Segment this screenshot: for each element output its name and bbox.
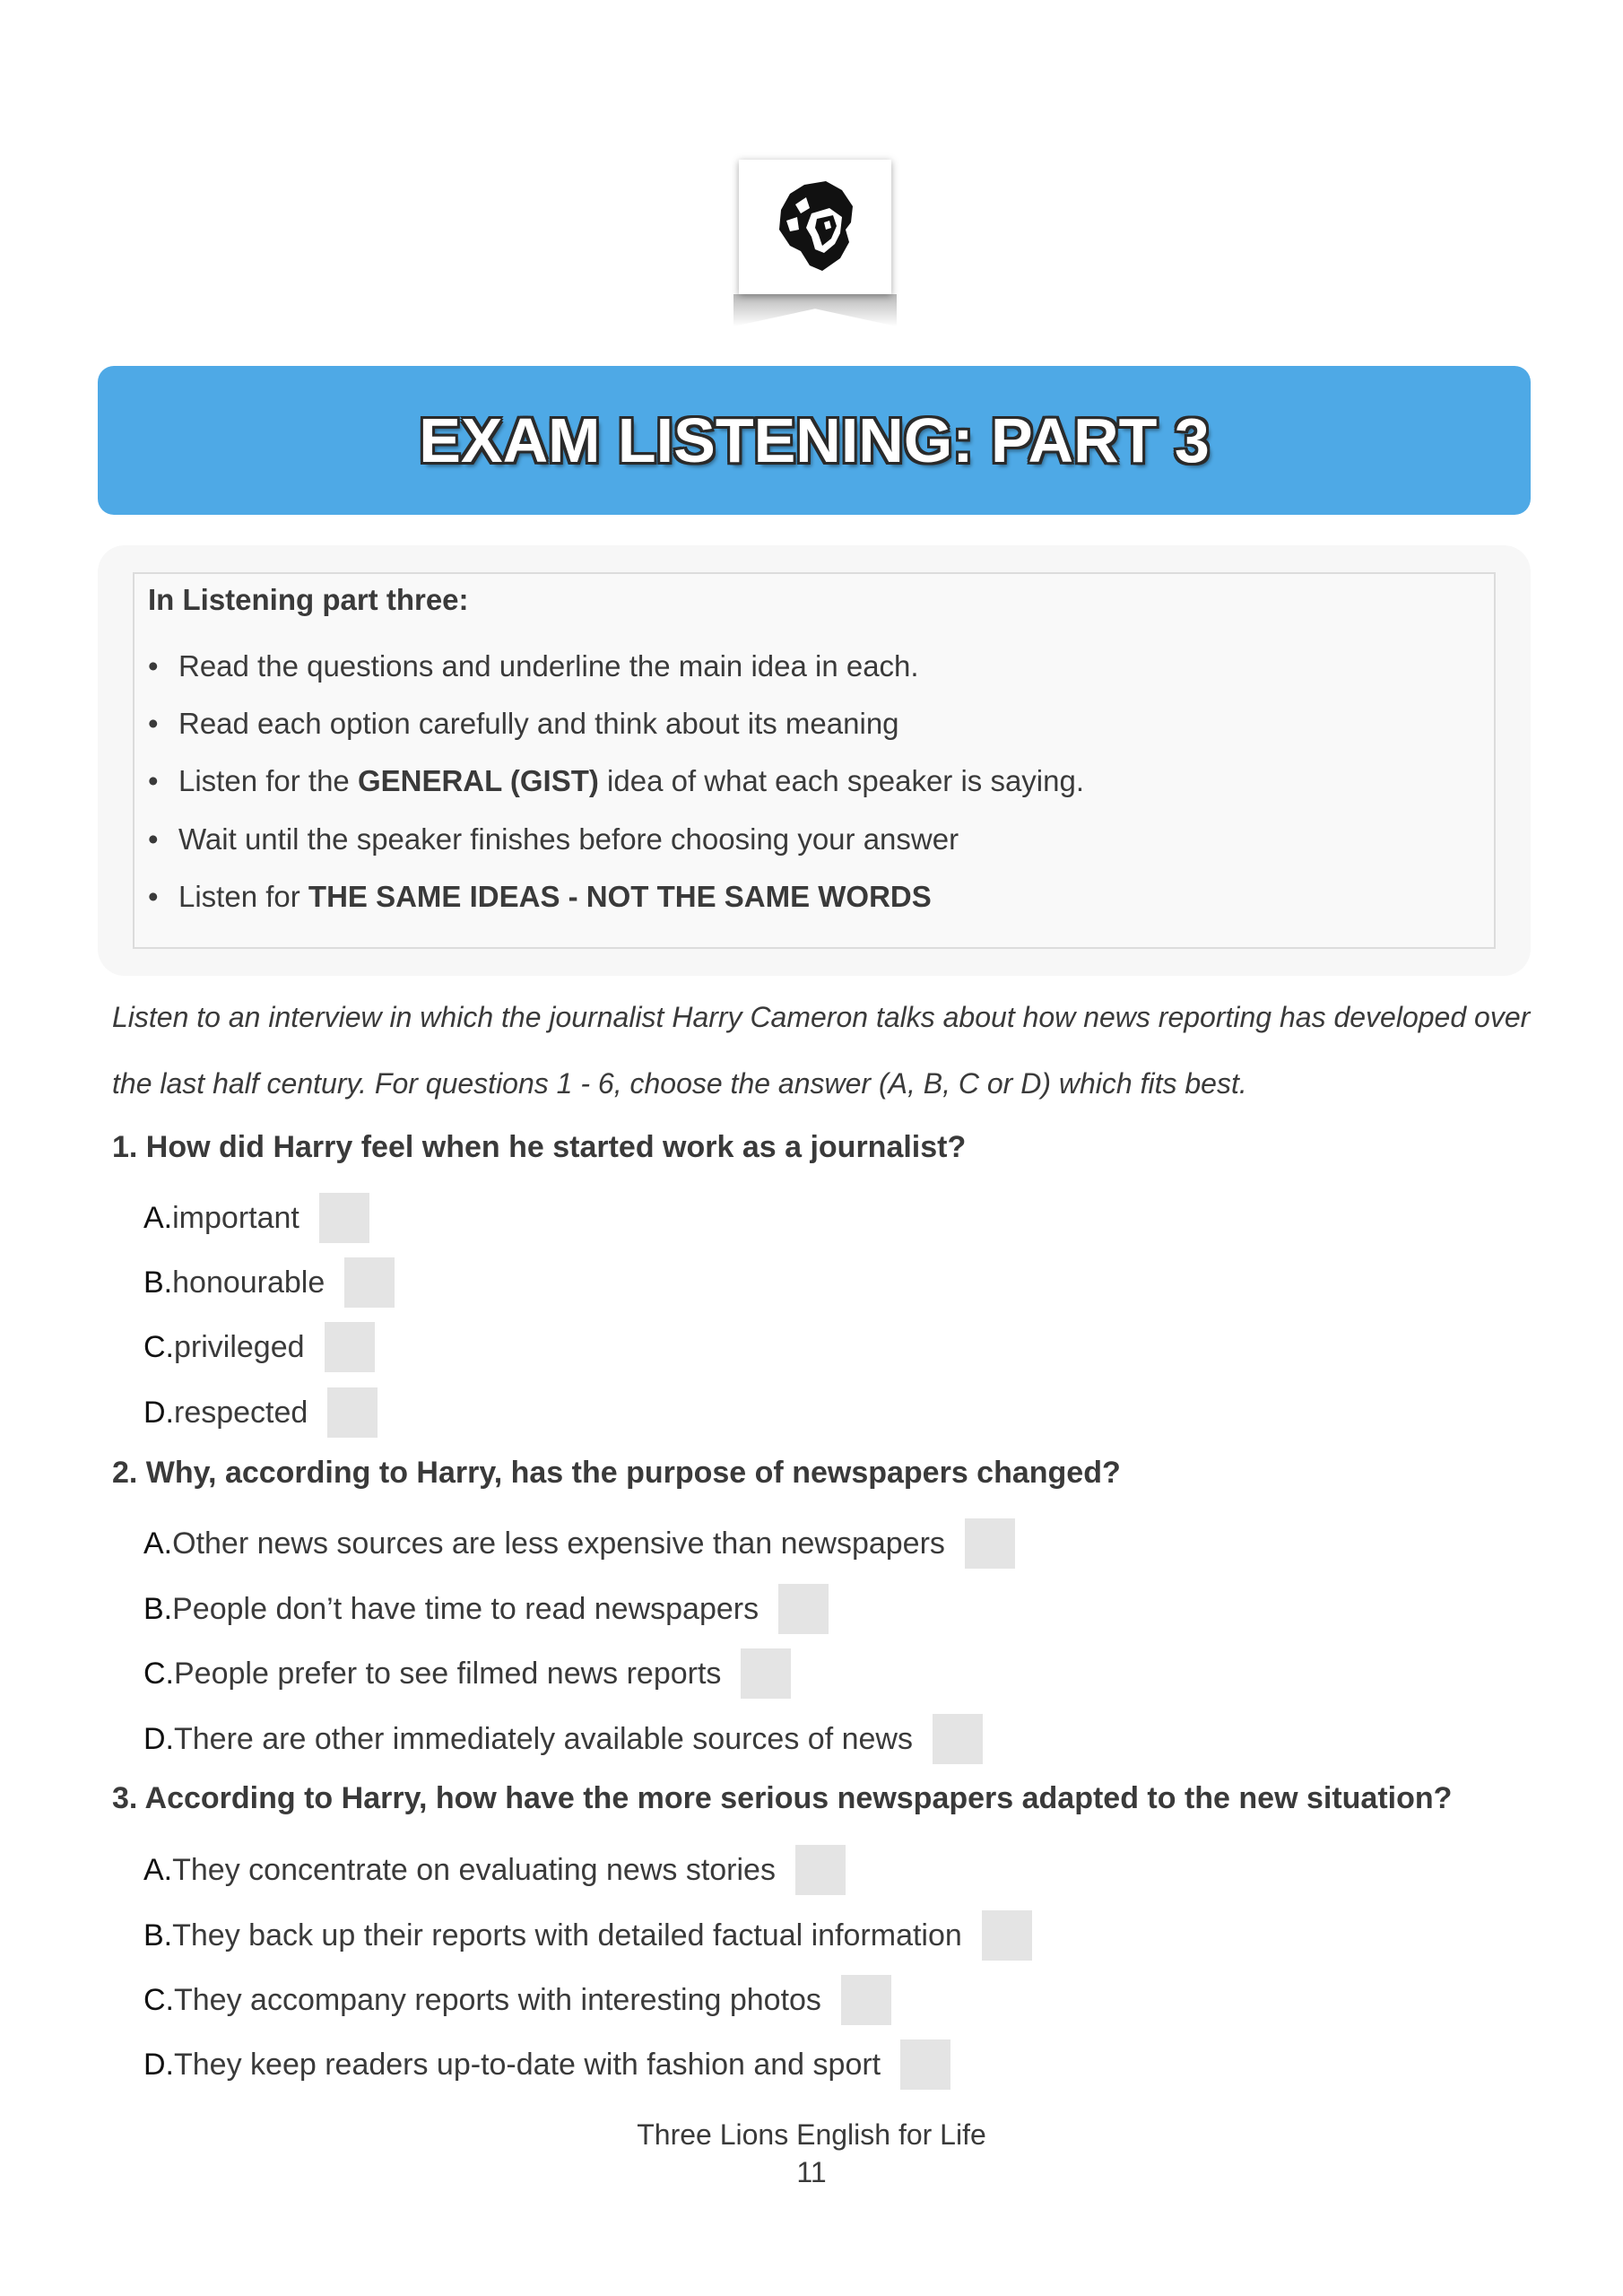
- option-1d: D. respected: [143, 1387, 378, 1438]
- bullet-icon: •: [148, 707, 159, 740]
- option-2c: C. People prefer to see filmed news reports: [143, 1648, 791, 1699]
- option-3a: A. They concentrate on evaluating news stories: [143, 1845, 846, 1895]
- option-1b: B. honourable: [143, 1257, 395, 1308]
- option-2a: A. Other news sources are less expensive than newspapers: [143, 1518, 1015, 1569]
- answer-box[interactable]: [982, 1910, 1032, 1961]
- page-title: EXAM LISTENING: PART 3: [419, 405, 1210, 475]
- answer-box[interactable]: [795, 1845, 846, 1895]
- answer-box[interactable]: [778, 1584, 829, 1634]
- question-2: 2. Why, according to Harry, has the purpose of newspapers changed?: [112, 1456, 1121, 1490]
- bullet-icon: •: [148, 764, 159, 797]
- bullet-icon: •: [148, 880, 159, 913]
- option-2d: D. There are other immediately available sources of news: [143, 1714, 983, 1764]
- answer-box[interactable]: [741, 1648, 791, 1699]
- answer-box[interactable]: [841, 1975, 891, 2025]
- question-1: 1. How did Harry feel when he started work as a journalist?: [112, 1130, 967, 1164]
- answer-box[interactable]: [327, 1387, 378, 1438]
- tip-item: • Wait until the speaker finishes before choosing your answer: [148, 822, 959, 856]
- option-1c: C. privileged: [143, 1322, 375, 1372]
- tip-item: • Read the questions and underline the main idea in each.: [148, 649, 919, 683]
- page-number: 11: [796, 2156, 827, 2188]
- bullet-icon: •: [148, 649, 159, 683]
- answer-box[interactable]: [965, 1518, 1015, 1569]
- bullet-icon: •: [148, 822, 159, 856]
- option-3d: D. They keep readers up-to-date with fashion and sport: [143, 2039, 950, 2090]
- option-1a: A. important: [143, 1193, 369, 1243]
- tips-heading: In Listening part three:: [148, 583, 469, 616]
- logo-badge: [733, 160, 897, 330]
- instructions-line-1: Listen to an interview in which the journalist Harry Cameron talks about how news reporting has developed over: [112, 1001, 1531, 1033]
- footer-brand: Three Lions English for Life: [637, 2118, 986, 2151]
- answer-box[interactable]: [344, 1257, 395, 1308]
- logo-card: [739, 160, 891, 294]
- title-banner: [98, 366, 1531, 515]
- question-3: 3. According to Harry, how have the more serious newspapers adapted to the new situation?: [112, 1781, 1453, 1815]
- answer-box[interactable]: [900, 2039, 950, 2090]
- lion-head-icon: [770, 178, 860, 276]
- tip-item: • Listen for the GENERAL (GIST) idea of what each speaker is saying.: [148, 764, 1085, 797]
- instructions-line-2: the last half century. For questions 1 - 6, choose the answer (A, B, C or D) which fits best.: [112, 1067, 1247, 1100]
- answer-box[interactable]: [325, 1322, 375, 1372]
- logo-ribbon-shadow: [733, 294, 897, 326]
- option-3c: C. They accompany reports with interesting photos: [143, 1975, 891, 2025]
- tip-item: • Listen for THE SAME IDEAS - NOT THE SAME WORDS: [148, 880, 932, 913]
- option-2b: B. People don’t have time to read newspapers: [143, 1584, 829, 1634]
- option-3b: B. They back up their reports with detailed factual information: [143, 1910, 1032, 1961]
- tip-item: • Read each option carefully and think about its meaning: [148, 707, 899, 740]
- answer-box[interactable]: [319, 1193, 369, 1243]
- answer-box[interactable]: [933, 1714, 983, 1764]
